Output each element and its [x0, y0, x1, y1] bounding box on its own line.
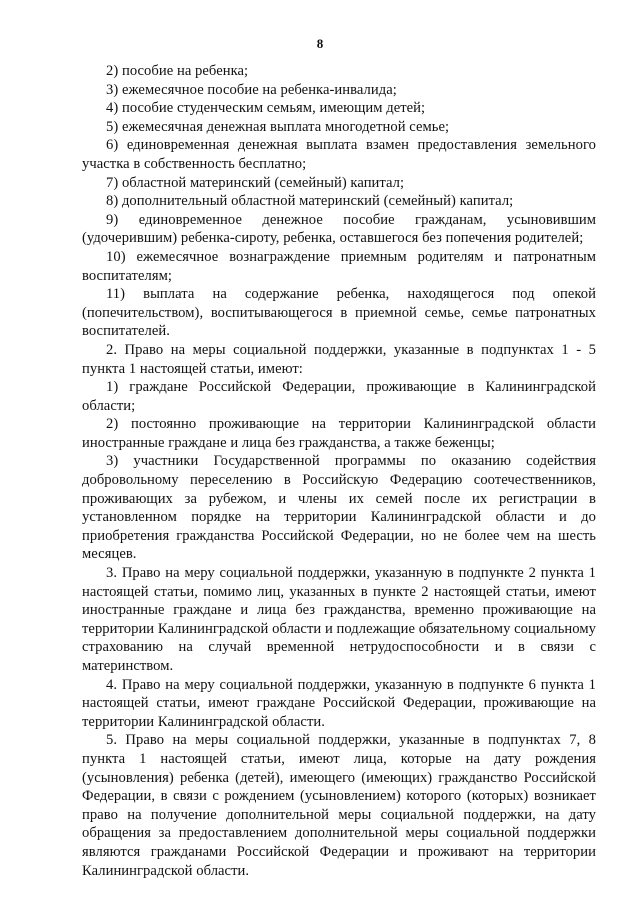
paragraph-section-3: 3. Право на меру социальной поддержки, указанную в подпункте 2 пункта 1 настоящей статьи, помимо лиц, указанных в пункте 2 настоящей статьи, имеют иностранные граждане и лица без гражданства, временно проживающие на территории Калининградской области и подлежащие обязательному социальному страхованию на случай временной нетрудоспособности и в связи с материнством.: [82, 565, 596, 674]
paragraph-item-6: 6) единовременная денежная выплата взамен предоставления земельного участка в собственность бесплатно;: [82, 137, 596, 172]
paragraph-item-4: 4) пособие студенческим семьям, имеющим детей;: [106, 100, 426, 117]
paragraph-item-11: 11) выплата на содержание ребенка, находящегося под опекой (попечительством), воспитывающегося в приемной семье, семье патронатных воспитателей.: [82, 286, 596, 340]
paragraph-item-10: 10) ежемесячное вознаграждение приемным родителям и патронатным воспитателям;: [82, 248, 596, 284]
paragraph-item-8: 8) дополнительный областной материнский (семейный) капитал;: [106, 193, 514, 210]
paragraph-item-9: 9) единовременное денежное пособие гражданам, усыновившим (удочерившим) ребенка-сироту, ребенка, оставшегося без попечения родителей;: [82, 211, 596, 247]
paragraph-item-7: 7) областной материнский (семейный) капитал;: [106, 174, 405, 191]
document-body: [82, 62, 596, 880]
paragraph-item-2: 2) пособие на ребенка;: [106, 63, 249, 79]
paragraph-item-5: 5) ежемесячная денежная выплата многодетной семье;: [106, 118, 450, 135]
paragraph-item-3: 3) ежемесячное пособие на ребенка-инвалида;: [106, 81, 397, 98]
paragraph-section-5: 5. Право на меры социальной поддержки, указанные в подпунктах 7, 8 пункта 1 настоящей статьи, имеют лица, которые на дату рождения (усыновления) ребенка (детей), имеющего (имеющих) гражданство Российской Федерации, в связи с рождением (усыновлением) которого (которых) возникает право на получение дополнительной меры социальной поддержки, на дату обращения за предоставлением дополнительной меры социальной поддержки являются гражданами Российской Федерации и проживают на территории Калининградской области.: [82, 732, 596, 879]
paragraph-section-2-item-1: 1) граждане Российской Федерации, проживающие в Калининградской области;: [82, 379, 596, 414]
page-number: 8: [316, 36, 324, 51]
paragraph-section-4: 4. Право на меру социальной поддержки, указанную в подпункте 6 пункта 1 настоящей статьи, имеют граждане Российской Федерации, проживающие на территории Калининградской области.: [82, 676, 596, 730]
paragraph-section-2-item-2: 2) постоянно проживающие на территории Калининградской области иностранные граждане и лица без гражданства, а также беженцы;: [82, 416, 596, 451]
paragraph-section-2: 2. Право на меры социальной поддержки, указанные в подпунктах 1 - 5 пункта 1 настоящей статьи, имеют:: [82, 341, 596, 377]
paragraph-section-2-item-3: 3) участники Государственной программы по оказанию содействия добровольному переселению в Российскую Федерацию соотечественников, проживающих за рубежом, и члены их семей после их регистрации в установленном порядке на территории Калининградской области и до приобретения гражданства Российской Федерации, но не более чем на шесть месяцев.: [82, 453, 596, 563]
